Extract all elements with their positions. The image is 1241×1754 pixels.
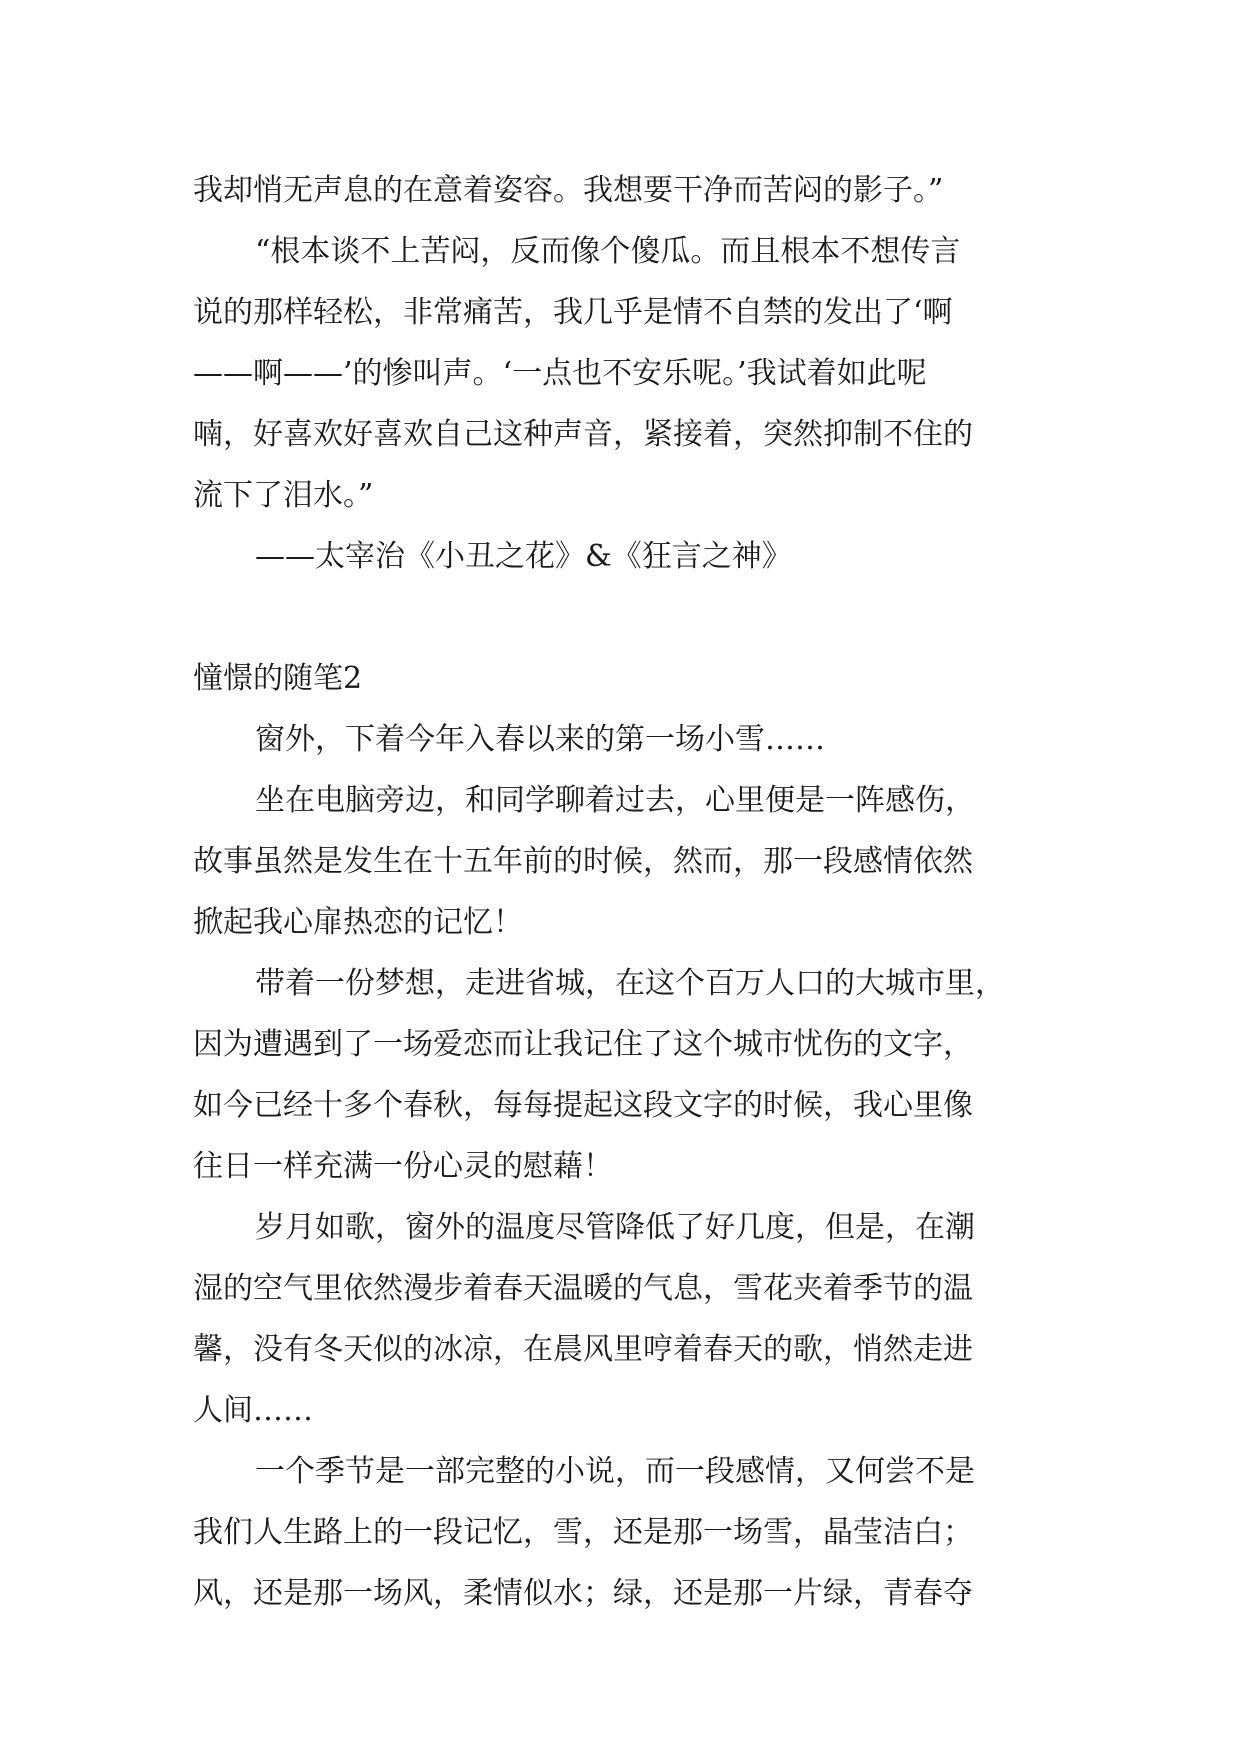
text-line: 如今已经十多个春秋，每每提起这段文字的时候，我心里像 xyxy=(193,1088,973,1123)
text-line: 掀起我心扉热恋的记忆！ xyxy=(193,905,523,940)
text-line: 说的那样轻松，非常痛苦，我几乎是情不自禁的发出了‘啊 xyxy=(193,295,953,330)
text-line: 坐在电脑旁边，和同学聊着过去，心里便是一阵感伤， xyxy=(255,783,975,818)
attribution: ——太宰治《小丑之花》&《狂言之神》 xyxy=(255,539,792,574)
text-line: 岁月如歌，窗外的温度尽管降低了好几度，但是，在潮 xyxy=(255,1210,975,1245)
article-text xyxy=(193,160,1063,1624)
text-line: 流下了泪水。” xyxy=(193,478,374,513)
section-heading: 憧憬的随笔2 xyxy=(193,661,363,696)
text-line: 一个季节是一部完整的小说，而一段感情，又何尝不是 xyxy=(255,1454,975,1489)
text-line: 带着一份梦想，走进省城，在这个百万人口的大城市里， xyxy=(255,966,1005,1001)
text-line: 风，还是那一场风，柔情似水；绿，还是那一片绿，青春夺 xyxy=(193,1576,973,1611)
text-line: 人间…… xyxy=(193,1393,313,1428)
text-line: 喃，好喜欢好喜欢自己这种声音，紧接着，突然抑制不住的 xyxy=(193,417,973,452)
text-line: 我们人生路上的一段记忆，雪，还是那一场雪，晶莹洁白； xyxy=(193,1515,973,1550)
text-line: ——啊——’的惨叫声。‘一点也不安乐呢。’我试着如此呢 xyxy=(193,356,927,391)
text-line: 故事虽然是发生在十五年前的时候，然而，那一段感情依然 xyxy=(193,844,973,879)
text-line: 湿的空气里依然漫步着春天温暖的气息，雪花夹着季节的温 xyxy=(193,1271,973,1306)
text-line: 我却悄无声息的在意着姿容。我想要干净而苦闷的影子。” xyxy=(193,173,944,208)
text-line: 因为遭遇到了一场爱恋而让我记住了这个城市忧伤的文字， xyxy=(193,1027,973,1062)
text-line: “根本谈不上苦闷，反而像个傻瓜。而且根本不想传言 xyxy=(255,234,961,269)
section-gap xyxy=(193,587,1063,648)
text-line: 窗外，下着今年入春以来的第一场小雪…… xyxy=(255,722,825,757)
text-line: 往日一样充满一份心灵的慰藉！ xyxy=(193,1149,613,1184)
text-line: 馨，没有冬天似的冰凉，在晨风里哼着春天的歌，悄然走进 xyxy=(193,1332,973,1367)
